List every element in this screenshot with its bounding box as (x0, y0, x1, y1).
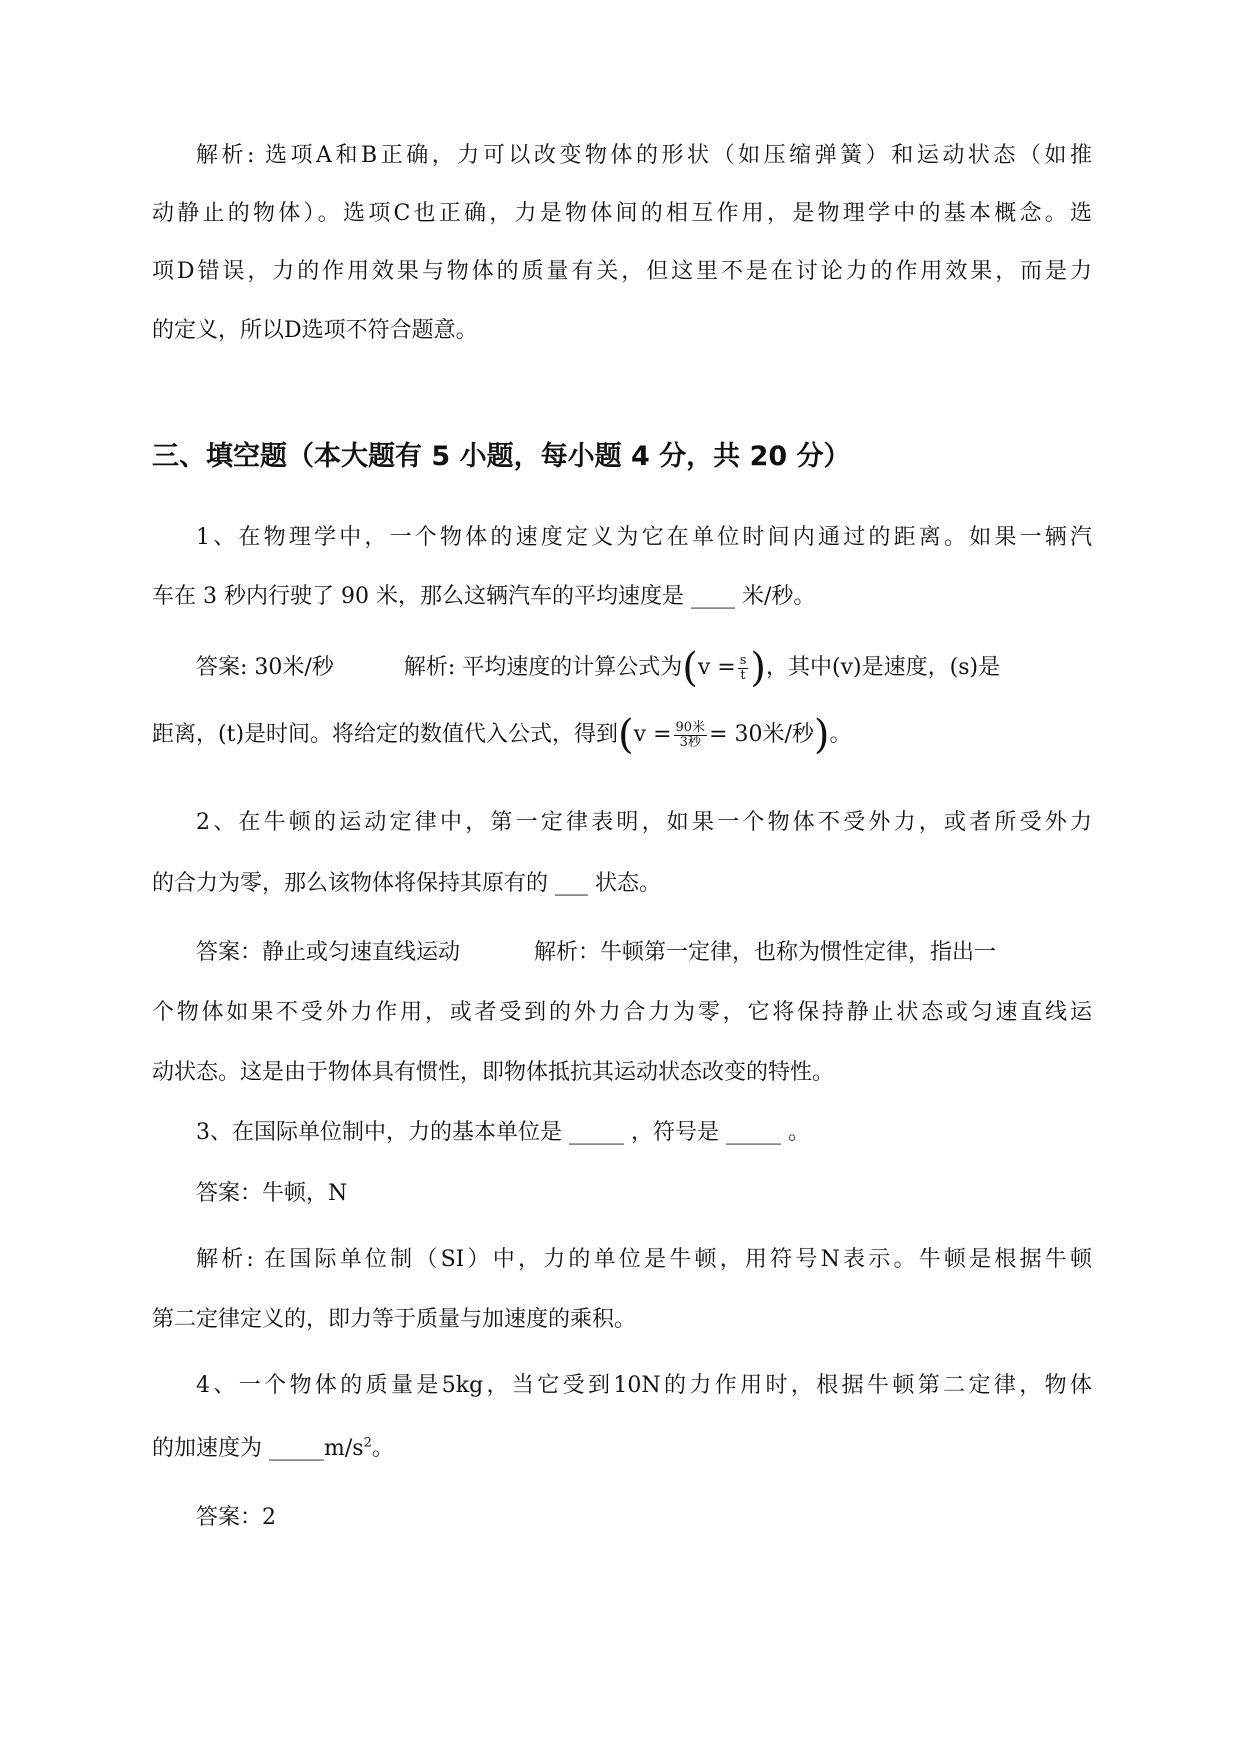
q2-analysis3: 动状态。这是由于物体具有惯性，即物体抵抗其运动状态改变的特性。 (152, 1060, 835, 1085)
q4-exponent: 2 (363, 1435, 372, 1451)
q1-var-s: (s) (949, 655, 979, 680)
intro-analysis-line2: 动静止的物体）。选项C也正确，力是物体间的相互作用，是物理学中的基本概念。选 (152, 201, 1092, 226)
q4-line2: 的加速度为 $\_\_\_\_\_m/s^2$。 (152, 1435, 394, 1461)
q1-formula1-lhs: v = (697, 655, 736, 680)
q3-analysis1: 解析: 在国际单位制（SI）中，力的单位是牛顿，用符号N表示。牛顿是根据牛顿 (196, 1247, 1092, 1272)
q1-line2: 车在 3 秒内行驶了 90 米，那么这辆汽车的平均速度是 ____ 米/秒。 (152, 584, 816, 609)
q2-answer-line (196, 935, 1092, 966)
q1-var-t: (t) (218, 722, 245, 747)
q2-analysis1: 解析：牛顿第一定律，也称为惯性定律，指出一 (534, 940, 997, 965)
q1-formula2-result: = 30米/秒 (709, 722, 814, 747)
intro-analysis-line1: 解析: 选项A和B正确，力可以改变物体的形状（如压缩弹簧）和运动状态（如推 (196, 143, 1092, 168)
q1-analysis-intro: 解析: 平均速度的计算公式为 (403, 655, 683, 680)
intro-analysis-line4: 的定义，所以D选项不符合题意。 (152, 318, 478, 343)
q1-formula2-fraction: $\frac{\text{90米}}{\text{3秒}}$ (675, 719, 706, 750)
section-heading: 三、填空题（本大题有 5 小题，每小题 4 分，共 20 分） (152, 441, 851, 472)
q3-answer: 答案：牛顿，N (196, 1181, 348, 1206)
q1-answer-line: 答案: 30米/秒 解析: 平均速度的计算公式为(v = $\frac{s}{t}$ )，其中(v)是速度，(s)是 (196, 645, 1001, 691)
q2-answer: 答案：静止或匀速直线运动 (196, 940, 461, 965)
q2-analysis2: 个物体如果不受外力作用，或者受到的外力合力为零，它将保持静止状态或匀速直线运 (152, 1000, 1092, 1025)
intro-analysis-line3: 项D错误，力的作用效果与物体的质量有关，但这里不是在讨论力的作用效果，而是力 (152, 259, 1092, 284)
q4-answer: 答案：2 (196, 1505, 276, 1530)
q1-analysis-line2: 距离，(t)是时间。将给定的数值代入公式，得到(v = $\frac{\text{90米}}{\text{3秒}}$ = 30米/秒)。 (152, 712, 852, 758)
q1-line1: 1、在物理学中，一个物体的速度定义为它在单位时间内通过的距离。如果一辆汽 (196, 525, 1092, 550)
q4-line1: 4、一个物体的质量是5kg，当它受到10N的力作用时，根据牛顿第二定律，物体 (196, 1373, 1092, 1398)
q2-line1: 2、在牛顿的运动定律中，第一定律表明，如果一个物体不受外力，或者所受外力 (196, 810, 1092, 835)
q3-line1: 3、在国际单位制中，力的基本单位是 _____ ，符号是 _____ 。 (196, 1120, 810, 1145)
q3-analysis2: 第二定律定义的，即力等于质量与加速度的乘积。 (152, 1307, 637, 1332)
q2-line2: 的合力为零，那么该物体将保持其原有的 ___ 状态。 (152, 871, 661, 896)
q1-answer: 答案: 30米/秒 (196, 655, 334, 680)
q1-var-v: (v) (831, 655, 862, 680)
q1-formula1-fraction: $\frac{s}{t}$ (739, 652, 747, 683)
